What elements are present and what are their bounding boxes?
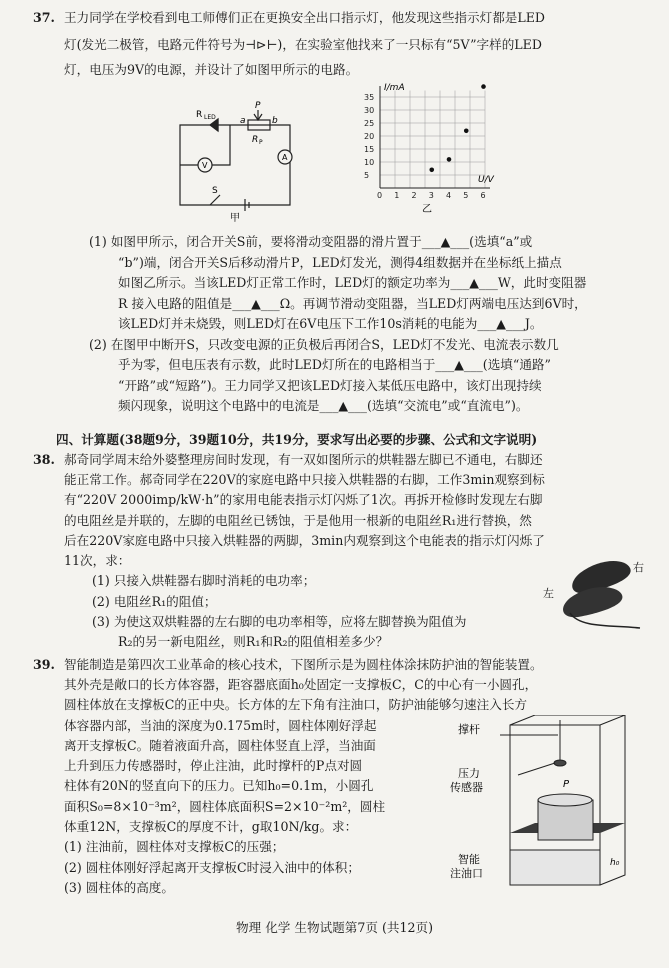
y-tick-label: 35 (364, 93, 375, 102)
q38-sub: (3) 为使这双烘鞋器的左右脚的电功率相等，应将左脚替换为阻值为 (92, 614, 467, 629)
switch-label: S (212, 186, 218, 196)
oil-device-diagram (440, 715, 640, 900)
q38-line: 11次，求： (64, 553, 131, 568)
x-tick-label: 4 (446, 191, 452, 200)
q37-number: 37. (33, 10, 55, 25)
q39-line: 上升到压力传感器时，停止注油，此时撑杆的P点对圆 (64, 758, 363, 773)
label-rod: 撑杆 (458, 723, 480, 736)
q39-line: 智能制造是第四次工业革命的核心技术，下图所示是为圆柱体涂抹防护油的智能装置。 (64, 657, 543, 672)
label-inlet-1: 智能 (458, 853, 480, 866)
q37-sub1-line: (1) 如图甲所示，闭合开关S前，要将滑动变阻器的滑片置于___▲___(选填“a”或 (89, 234, 533, 249)
label-rp-sub: P (259, 139, 263, 146)
x-tick-label: 3 (428, 191, 434, 200)
y-tick-label: 5 (364, 171, 370, 180)
x-axis-label: U/V (478, 175, 494, 185)
q37-line: 王力同学在学校看到电工师傅们正在更换安全出口指示灯，他发现这些指示灯都是LED (64, 10, 546, 25)
q37-sub2-line: 频闪现象，说明这个电路中的电流是___▲___(选填“交流电”或“直流电”)。 (118, 398, 529, 413)
q38-line: 后在220V家庭电路中只接入烘鞋器的两脚，3min内观察到这个电能表的指示灯闪烁了 (64, 533, 545, 548)
y-tick-label: 30 (364, 106, 375, 115)
data-point (464, 129, 469, 134)
q37-sub2-line: 乎为零，但电压表有示数，此时LED灯所在的电路相当于___▲___(选填“通路” (118, 357, 551, 372)
q39-sub: (1) 注油前，圆柱体对支撑板C的压强； (64, 839, 285, 854)
label-sensor-2: 传感器 (450, 781, 483, 794)
data-point (447, 157, 452, 162)
label-rled: R (196, 110, 203, 120)
x-tick-label: 5 (463, 191, 469, 200)
y-tick-label: 15 (364, 145, 375, 154)
q37-sub1-line: R 接入电路的阻值是___▲___Ω。再调节滑动变阻器，当LED灯两端电压达到6V时， (118, 296, 587, 311)
shoe-dryer-image (540, 553, 650, 633)
y-tick-label: 10 (364, 158, 375, 167)
label-h0: h₀ (610, 858, 620, 868)
y-axis-label: I/mA (384, 83, 405, 93)
section-heading: 四、计算题(38题9分，39题10分，共19分，要求写出必要的步骤、公式和文字说明) (56, 432, 538, 447)
q38-line: 的电阻丝是并联的，左脚的电阻丝已锈蚀，于是他用一根新的电阻丝R₁进行替换，然 (64, 513, 532, 528)
label-p: P (255, 101, 261, 111)
iv-graph (360, 78, 500, 218)
q37-sub1-line: 该LED灯并未烧毁，则LED灯在6V电压下工作10s消耗的电能为___▲___J。 (118, 316, 543, 331)
caption-jia: 甲 (230, 213, 240, 224)
label-sensor-1: 压力 (458, 767, 480, 780)
q38-number: 38. (33, 452, 55, 467)
q39-line: 体重12N，支撑板C的厚度不计，g取10N/kg。求： (64, 819, 358, 834)
q39-line: 柱体有20N的竖直向下的压力。已知h₀=0.1m，小圆孔 (64, 778, 374, 793)
label-rled-sub: LED (204, 114, 216, 121)
q39-number: 39. (33, 657, 55, 672)
circuit-diagram (160, 95, 310, 225)
q37-line: 灯，电压为9V的电源，并设计了如图甲所示的电路。 (64, 62, 359, 77)
voltmeter-label: V (202, 161, 208, 170)
q38-line: 有“220V 2000imp/kW·h”的家用电能表指示灯闪烁了1次。再拆开检修时发现左右脚 (64, 492, 543, 507)
q37-sub2-line: “开路”或“短路”)。王力同学又把该LED灯接入某低压电路中，该灯出现持续 (118, 378, 542, 393)
page-footer: 物理 化学 生物试题第7页 (共12页) (236, 920, 433, 935)
ammeter-label: A (282, 153, 288, 162)
point-p: P (563, 779, 570, 790)
data-point (481, 84, 486, 89)
q39-line: 其外壳是敞口的长方体容器，距容器底面h₀处固定一支撑板C，C的中心有一小圆孔， (64, 677, 538, 692)
q39-line: 体容器内部，当油的深度为0.175m时，圆柱体刚好浮起 (64, 718, 377, 733)
label-b: b (272, 116, 278, 126)
q37-line: 灯(发光二极管，电路元件符号为⊣⊳⊢)，在实验室他找来了一只标有“5V”字样的LED (64, 37, 542, 52)
data-point (429, 168, 434, 173)
q39-sub: (3) 圆柱体的高度。 (64, 880, 174, 895)
q39-line: 圆柱体放在支撑板C的正中央。长方体的左下角有注油口，防护油能够匀速注入长方 (64, 697, 528, 712)
label-rp: R (252, 135, 259, 145)
x-tick-label: 0 (377, 191, 383, 200)
label-a: a (240, 116, 246, 126)
q39-sub: (2) 圆柱体刚好浮起离开支撑板C时浸入油中的体积； (64, 860, 360, 875)
q38-sub: (1) 只接入烘鞋器右脚时消耗的电功率； (92, 573, 316, 588)
x-tick-label: 2 (411, 191, 417, 200)
label-right: 右 (633, 561, 644, 574)
y-tick-label: 25 (364, 119, 375, 128)
q37-sub1-line: “b”)端，闭合开关S后移动滑片P，LED灯发光，测得4组数据并在坐标纸上描点 (118, 255, 562, 270)
label-left: 左 (543, 587, 554, 600)
label-inlet-2: 注油口 (450, 867, 483, 880)
q37-sub1-line: 如图乙所示。当该LED灯正常工作时，LED灯的额定功率为___▲___W，此时变阻器 (118, 275, 587, 290)
q38-line: 能正常工作。郝奇同学在220V的家庭电路中只接入烘鞋器的右脚，工作3min观察到标 (64, 472, 545, 487)
q38-line: 郝奇同学周末给外婆整理房间时发现，有一双如图所示的烘鞋器左脚已不通电，右脚还 (64, 452, 543, 467)
q39-line: 面积S₀=8×10⁻³m²，圆柱体底面积S=2×10⁻²m²，圆柱 (64, 799, 386, 814)
q38-sub: (2) 电阻丝R₁的阻值； (92, 594, 217, 609)
caption-yi: 乙 (422, 204, 432, 215)
q38-sub: R₂的另一新电阻丝，则R₁和R₂的阻值相差多少？ (118, 634, 389, 649)
y-tick-label: 20 (364, 132, 375, 141)
q37-sub2-line: (2) 在图甲中断开S，只改变电源的正负极后再闭合S，LED灯不发光、电流表示数几 (89, 337, 559, 352)
q39-line: 离开支撑板C。随着液面升高，圆柱体竖直上浮，当油面 (64, 738, 376, 753)
x-tick-label: 6 (480, 191, 486, 200)
x-tick-label: 1 (394, 191, 400, 200)
